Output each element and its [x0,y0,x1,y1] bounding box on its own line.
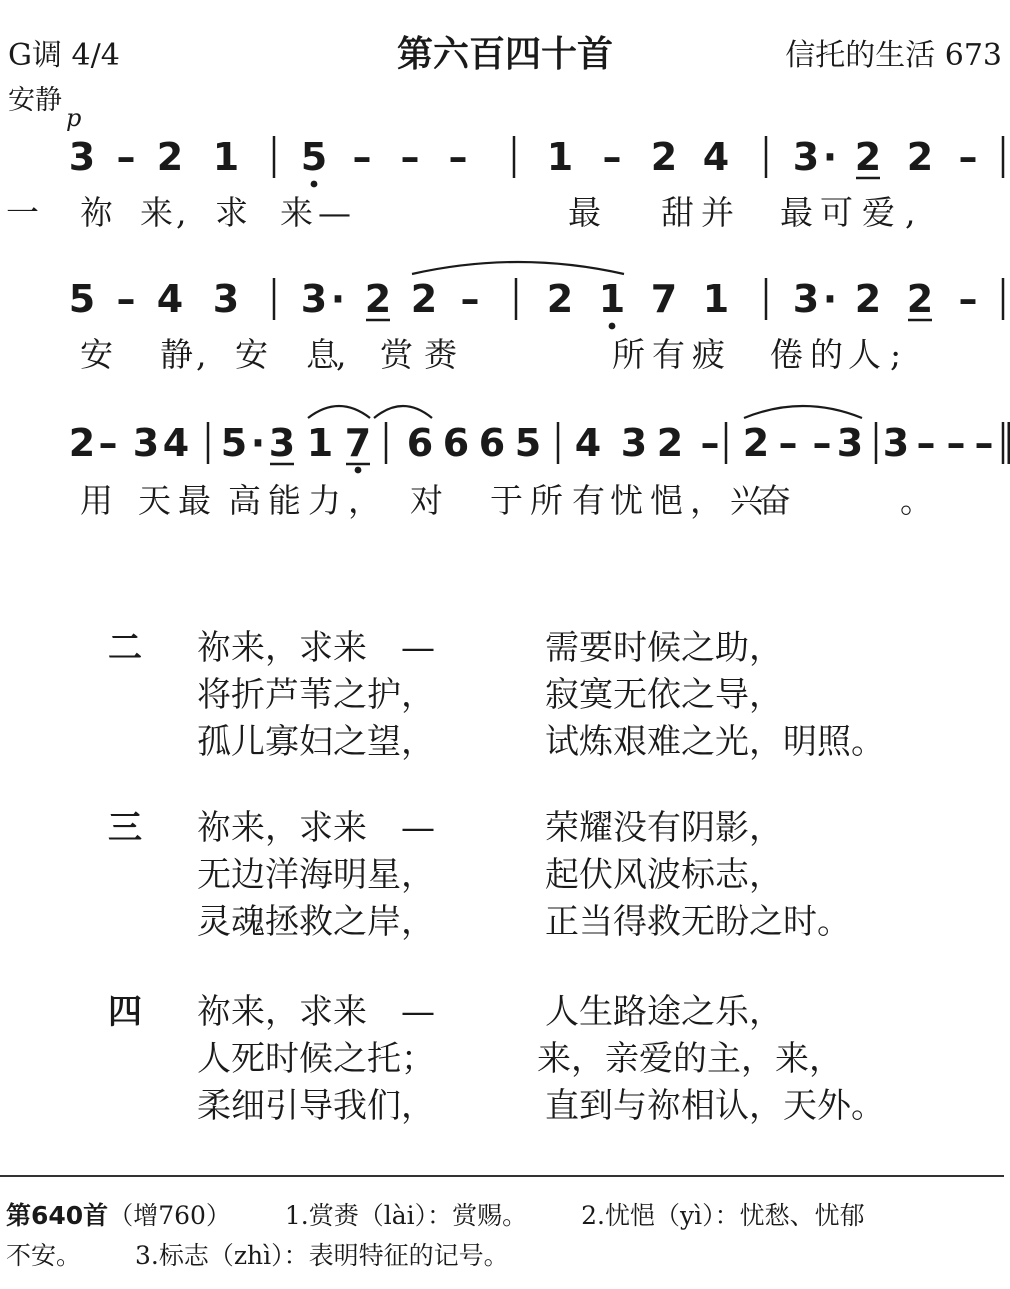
lyric-char: 祢 [80,193,113,232]
verse-line-left: 祢来，求来 — [197,628,435,668]
lyric-char: 求 [215,193,248,232]
slur [374,406,432,418]
note: – [352,135,372,179]
note: 3 [620,421,648,465]
verse-number: 三 [108,808,142,848]
lyric-char: 赏 [380,335,413,374]
tempo-marking: 安静 [8,85,62,116]
lyric-char: 对 [410,481,443,520]
lyric-char: 力 [308,481,341,520]
lyric-char: 息 [306,335,339,374]
lyric-char: 有 [652,335,685,374]
verse-line-left: 祢来，求来 — [197,992,435,1032]
verse-line-right: 寂寞无依之导， [545,675,783,715]
lyric-char: 赉 [424,335,457,374]
note: 2 [742,421,770,465]
note: – [448,135,468,179]
lyric-char: , [336,335,347,374]
lyric-char: 甜 [661,193,694,232]
slur [308,406,370,418]
lyric-char: 来 [280,193,313,232]
verse-line-right: 来，亲爱的主，来， [537,1039,843,1079]
verse-line-left: 灵魂拯救之岸， [197,902,435,942]
lyric-char: 倦 [770,335,803,374]
lyric-char: 安 [235,335,268,374]
verse-line-left: 人死时候之托； [197,1039,435,1079]
key-signature: G调 4/4 [8,38,120,73]
verse-line-right: 直到与祢相认，天外。 [545,1086,885,1126]
footnote-1: 1.赏赉（lài）：赏赐。 [284,1201,528,1230]
note: – [974,421,994,465]
lyric-char: 并 [701,193,734,232]
lyric-char: ; [890,335,902,374]
footnote-label: 第640首 [6,1201,109,1230]
note: – [700,421,720,465]
note: 7 [344,421,372,465]
note: 3 [792,277,820,321]
note: 3 [882,421,910,465]
note: 4 [702,135,730,179]
lyric-char: 天 [138,481,171,520]
hymn-catalog: 信托的生活 673 [785,38,1002,73]
note: 2 [656,421,684,465]
lyric-char: 最 [178,481,211,520]
verse-line-right: 起伏风波标志， [545,855,783,895]
note: 6 [406,421,434,465]
lyric-char: 于 [490,481,523,520]
footnote-divider [0,1175,1004,1177]
lyric-char: , [176,193,187,232]
verse-line-right: 试炼艰难之光，明照。 [545,722,885,762]
note: – [116,135,136,179]
note: 2 [68,421,96,465]
note: 4 [162,421,190,465]
note: – [778,421,798,465]
hymn-title: 第六百四十首 [396,34,613,75]
lower-octave-dot [355,467,362,474]
note: 3 [836,421,864,465]
verse-line-left: 柔细引导我们， [197,1086,435,1126]
lyric-char: , [196,335,207,374]
note: 3 [212,277,240,321]
note: – [460,277,480,321]
lyric-char: 用 [80,481,113,520]
lyric-char: 奋 [758,481,791,520]
note: 5 [514,421,542,465]
lyric-char: 静 [160,335,193,374]
verse-line-left: 孤儿寡妇之望， [197,722,435,762]
note: 1 [546,135,574,179]
note: 2 [364,277,392,321]
footnote-line-1 [6,1196,865,1232]
note: 2 [854,135,882,179]
lyric-char: 爱 [862,193,895,232]
augmentation-dot: · [822,277,838,321]
note: – [602,135,622,179]
lyric-char: 高 [228,481,261,520]
note: – [916,421,936,465]
lyric-char: 所 [530,481,563,520]
note: 3 [300,277,328,321]
lyric-char: ， [690,481,723,520]
lyric-char: 疲 [692,335,725,374]
notation-score [0,0,1010,540]
verse-marker-1: 一 [6,193,39,232]
note: 2 [650,135,678,179]
lyric-char: 能 [268,481,301,520]
slur [744,406,862,418]
note: 3 [68,135,96,179]
lyric-char: 有 [572,481,605,520]
note: 3 [792,135,820,179]
note: – [958,277,978,321]
verse-line-right: 人生路途之乐， [545,992,783,1032]
note: – [98,421,118,465]
footnote-ref: （增760） [108,1201,231,1230]
note: 2 [906,135,934,179]
lyric-char: 。 [900,481,933,520]
lyric-char: — [318,193,351,232]
lyric-char: 忧 [610,481,643,520]
note: 3 [268,421,296,465]
verse-line-right: 需要时候之助， [545,628,783,668]
lower-octave-dot [311,181,318,188]
lyric-char: , [905,193,916,232]
lyric-char: 兴 [730,481,763,520]
note: – [400,135,420,179]
lower-octave-dot [609,323,616,330]
note: – [116,277,136,321]
note: 7 [650,277,678,321]
verse-number: 二 [108,628,142,668]
note: 5 [68,277,96,321]
lyric-char: 人 [848,335,881,374]
verse-line-left: 将折芦苇之护， [197,675,435,715]
footnote-3: 3.标志（zhì）：表明特征的记号。 [135,1241,509,1270]
verse-line-right: 正当得救无盼之时。 [545,902,851,942]
verse-line-right: 荣耀没有阴影， [545,808,783,848]
note: 2 [156,135,184,179]
footnote-line-2 [6,1236,509,1272]
augmentation-dot: · [250,421,266,465]
note: 4 [574,421,602,465]
footnote-2-cont: 不安。 [6,1241,82,1270]
verse-line-left: 无边洋海明星， [197,855,435,895]
lyric-char: 安 [80,335,113,374]
note: 2 [854,277,882,321]
lyric-char: 来 [140,193,173,232]
augmentation-dot: · [822,135,838,179]
note: 2 [410,277,438,321]
dynamic-marking: p [66,104,82,132]
note: 2 [906,277,934,321]
note: 6 [442,421,470,465]
note: 4 [156,277,184,321]
note: 1 [306,421,334,465]
note: 5 [220,421,248,465]
verse-number: 四 [108,992,142,1032]
note: 3 [132,421,160,465]
note: – [958,135,978,179]
note: 1 [598,277,626,321]
note: – [812,421,832,465]
note: 5 [300,135,328,179]
lyric-char: 所 [612,335,645,374]
lyric-char: 悒 [650,481,683,520]
verse-line-left: 祢来，求来 — [197,808,435,848]
note: 1 [702,277,730,321]
augmentation-dot: · [330,277,346,321]
lyric-char: 可 [820,193,853,232]
slur [412,262,624,274]
note: – [946,421,966,465]
lyric-char: 最 [780,193,813,232]
note: 2 [546,277,574,321]
note: 6 [478,421,506,465]
footnote-2: 2.忧悒（yì）：忧愁、忧郁 [581,1201,865,1230]
lyric-char: 的 [810,335,843,374]
note: 1 [212,135,240,179]
lyric-char: ， [348,481,381,520]
lyric-char: 最 [568,193,601,232]
